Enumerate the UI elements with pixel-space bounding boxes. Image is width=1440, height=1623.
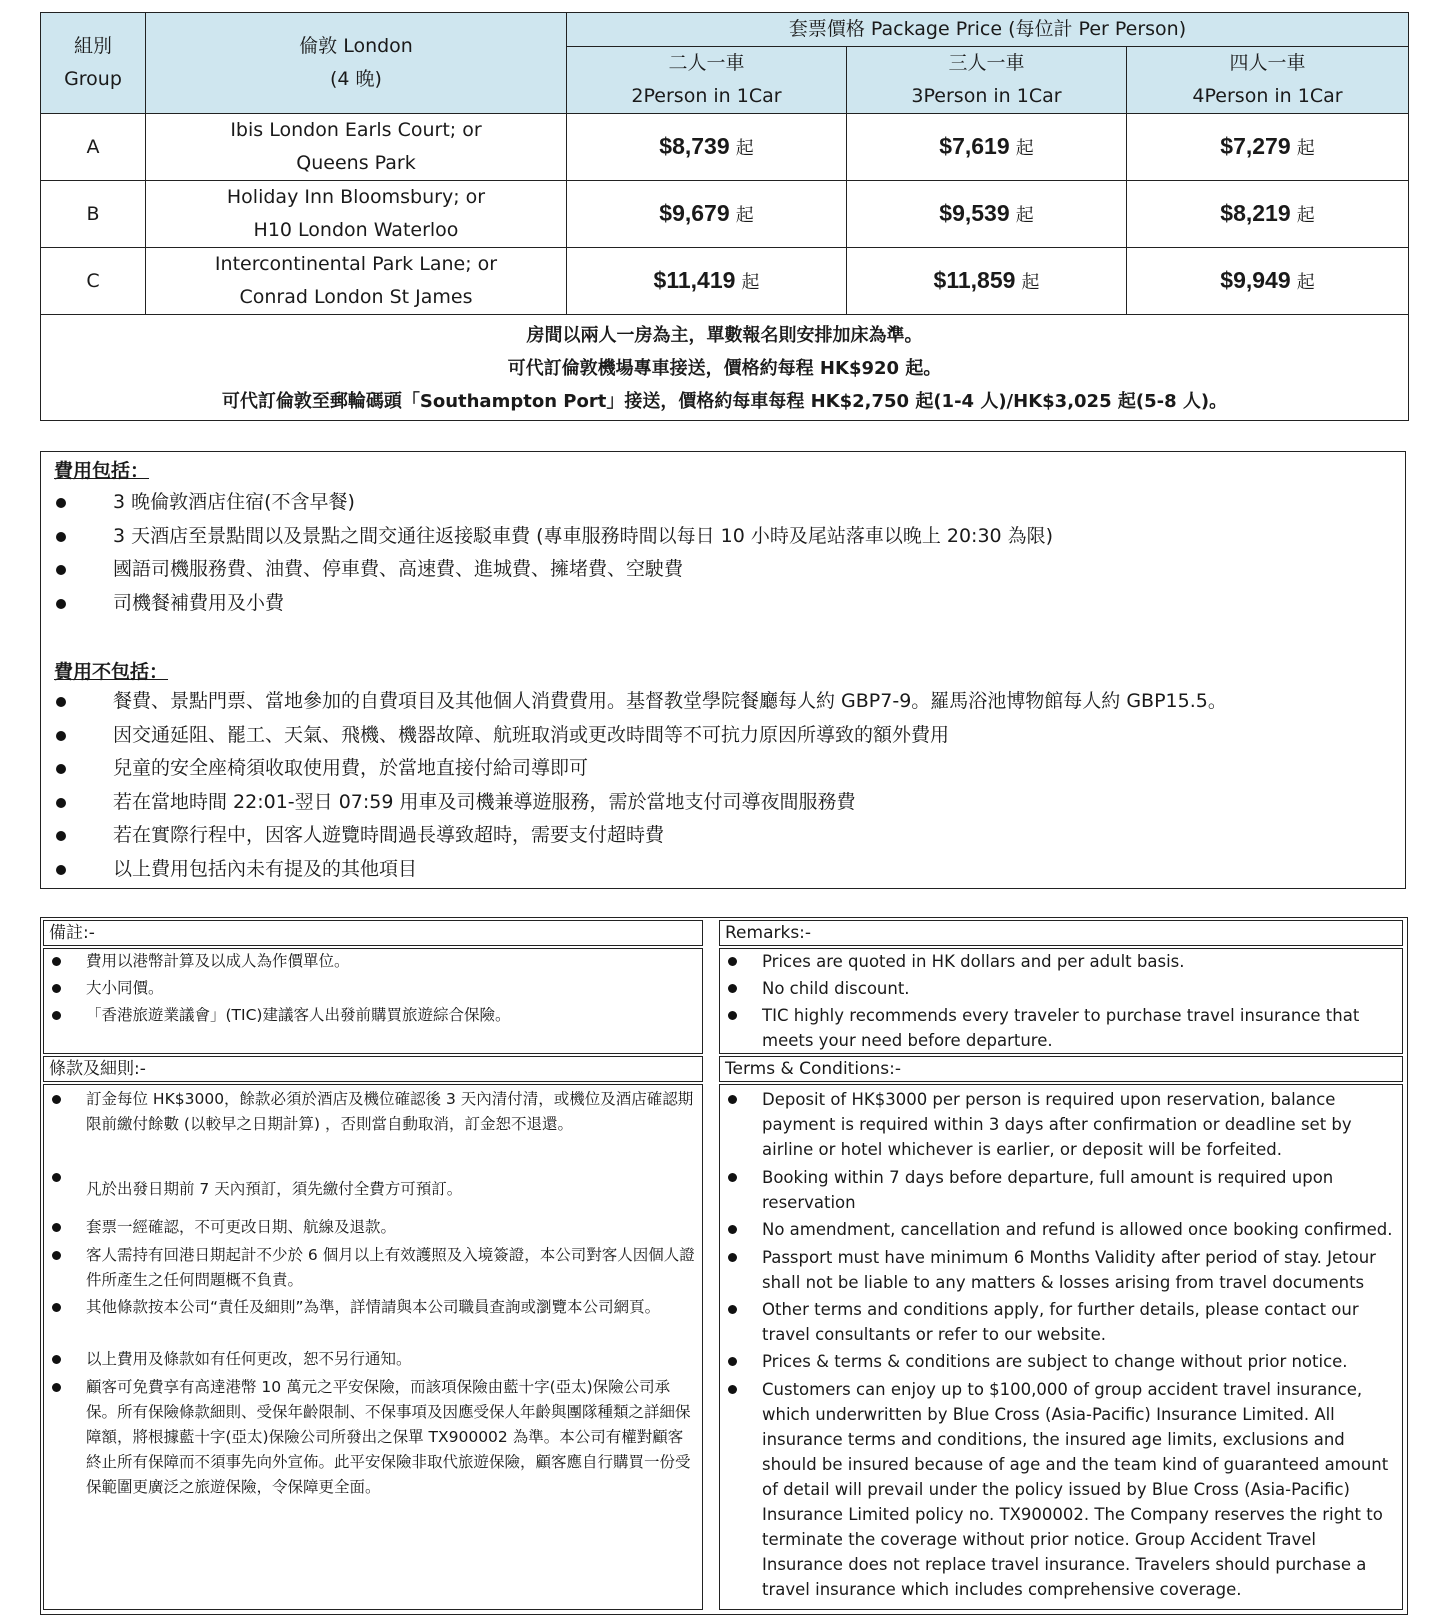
- list-item-text: 3 晚倫敦酒店住宿(不含早餐): [113, 491, 355, 513]
- table-row: [41, 181, 1409, 248]
- list-item: [41, 520, 1053, 554]
- price-suffix: 起: [1021, 271, 1040, 293]
- bullet-icon: [52, 1173, 61, 1182]
- list-item-text: Other terms and conditions apply, for further details, please contact our travel consultants or refer to our website.: [762, 1300, 1359, 1344]
- hotel-cell: [146, 114, 567, 181]
- terms-en-header: [719, 1056, 1403, 1082]
- group-header-cell: [41, 13, 146, 114]
- bullet-icon: [728, 1095, 737, 1104]
- bullet-icon: [56, 831, 66, 841]
- bullet-icon: [728, 1357, 737, 1366]
- bullet-icon: [728, 957, 737, 966]
- terms-zh-header: [43, 1056, 703, 1082]
- bullet-icon: [56, 798, 66, 808]
- exclusions-title: 費用不包括：: [54, 661, 169, 683]
- list-item-text: 客人需持有回港日期起計不少於 6 個月以上有效護照及入境簽證，本公司對客人因個人證件所產生之任何問題概不負責。: [86, 1246, 695, 1289]
- nights-label: (4 晚): [330, 68, 382, 90]
- group-header-zh: 組別: [73, 35, 112, 57]
- table-row: [41, 248, 1409, 315]
- list-item-text: 國語司機服務費、油費、停車費、高速費、進城費、擁堵費、空駛費: [113, 558, 684, 580]
- price-cell: [847, 114, 1127, 181]
- list-item: [41, 553, 1053, 587]
- list-item-text: 以上費用包括內未有提及的其他項目: [113, 857, 418, 880]
- note-line: 房間以兩人一房為主，單數報名則安排加床為準。: [526, 325, 923, 346]
- city-header: 倫敦 London: [299, 35, 413, 57]
- remarks-zh-panel: [43, 948, 703, 1054]
- exclusions-list: [41, 685, 1227, 886]
- hotel-name: Queens Park: [296, 152, 416, 174]
- hotel-cell: [146, 181, 567, 248]
- inclusions-list: [41, 486, 1053, 620]
- list-item: [41, 786, 1227, 820]
- list-item-text: 若在實際行程中，因客人遊覽時間過長導致超時，需要支付超時費: [113, 824, 665, 846]
- price-suffix: 起: [735, 137, 754, 159]
- bullet-icon: [52, 1095, 61, 1104]
- bullet-icon: [52, 957, 61, 966]
- remarks-zh-title: 備註:-: [49, 923, 95, 943]
- price-value: $9,539: [939, 199, 1010, 226]
- price-cell: [567, 181, 847, 248]
- note-line: 可代訂倫敦機場專車接送，價格約每程 HK$920 起。: [507, 358, 942, 379]
- list-item-text: 司機餐補費用及小費: [113, 591, 285, 614]
- group-label: B: [41, 181, 146, 248]
- group-label: C: [41, 248, 146, 315]
- hotel-name: Intercontinental Park Lane; or: [214, 253, 498, 275]
- price-cell: [567, 114, 847, 181]
- hotel-name: Ibis London Earls Court; or: [230, 119, 482, 141]
- bullet-icon: [728, 984, 737, 993]
- list-item: [41, 853, 1227, 887]
- price-value: $8,739: [659, 132, 730, 159]
- terms-en-panel: [719, 1084, 1403, 1610]
- list-item-text: 兒童的安全座椅須收取使用費，於當地直接付給司導即可: [113, 757, 589, 779]
- list-item-text: Customers can enjoy up to $100,000 of group accident travel insurance, which underwritten by Blue Cross (Asia-Pacific) Insurance Limited. All insurance terms and conditions, the insured age limits, exclusions and should be insured because of age and the team kind of guaranteed amount of detail will prevail under the policy issued by Blue Cross (Asia-Pacific) Insurance Limited policy no. TX900002. The Company reserves the right to terminate the coverage without prior notice. Group Accident Travel Insurance does not replace travel insurance. Travelers should purchase a travel insurance which includes comprehensive coverage.: [762, 1380, 1389, 1599]
- bullet-icon: [56, 498, 66, 508]
- bullet-icon: [56, 565, 66, 575]
- price-cell: [847, 248, 1127, 315]
- car-option-4: [1127, 47, 1409, 114]
- bullet-icon: [52, 1223, 61, 1232]
- price-suffix: 起: [1296, 271, 1315, 293]
- list-item-text: 以上費用及條款如有任何更改，恕不另行通知。: [86, 1350, 412, 1368]
- list-item-text: 其他條款按本公司“責任及細則”為準，詳情請與本公司職員查詢或瀏覽本公司網頁。: [86, 1298, 661, 1316]
- list-item: [41, 819, 1227, 853]
- list-item: [41, 486, 1053, 520]
- table-row: [41, 114, 1409, 181]
- bullet-icon: [728, 1225, 737, 1234]
- price-suffix: 起: [735, 204, 754, 226]
- list-item-text: 訂金每位 HK$3000，餘款必須於酒店及機位確認後 3 天內清付清，或機位及酒店確認期限前繳付餘數 (以較早之日期計算) ，否則當自動取消，訂金恕不退還。: [86, 1090, 694, 1133]
- note-line: 可代訂倫敦至郵輪碼頭「Southampton Port」接送，價格約每車每程 HK$2,750 起(1-4 人)/HK$3,025 起(5-8 人)。: [221, 391, 1228, 412]
- bullet-icon: [52, 984, 61, 993]
- price-suffix: 起: [1015, 137, 1034, 159]
- price-suffix: 起: [741, 271, 760, 293]
- remarks-en-header: [719, 920, 1403, 946]
- list-item-text: 大小同價。: [86, 979, 164, 997]
- car-option-en: 4Person in 1Car: [1192, 85, 1343, 107]
- bullet-icon: [56, 599, 66, 609]
- inclusions-title: 費用包括：: [54, 460, 150, 482]
- list-item-text: Prices & terms & conditions are subject to change without prior notice.: [762, 1352, 1348, 1371]
- group-header-en: Group: [64, 68, 122, 90]
- price-value: $7,619: [939, 132, 1010, 159]
- bullet-icon: [728, 1305, 737, 1314]
- table-notes: [41, 315, 1409, 421]
- bullet-icon: [728, 1253, 737, 1262]
- price-value: $9,949: [1220, 266, 1291, 293]
- price-suffix: 起: [1015, 204, 1034, 226]
- fee-box: [40, 451, 1406, 889]
- terms-section: [40, 917, 1408, 1615]
- bullet-icon: [52, 1303, 61, 1312]
- list-item: [41, 587, 1053, 621]
- list-item-text: 若在當地時間 22:01-翌日 07:59 用車及司機兼導遊服務，需於當地支付司導夜間服務費: [113, 790, 856, 813]
- remarks-zh-header: [43, 920, 703, 946]
- list-item-text: 顧客可免費享有高達港幣 10 萬元之平安保險，而該項保險由藍十字(亞太)保險公司承保。所有保險條款細則、受保年齡限制、不保事項及因應受保人年齡與團隊種類之詳細保障額，將根據藍十字(亞太)保險公司所發出之保單 TX900002 為準。本公司有權對顧客終止所有保障而不須事先向外宣佈。此平安保險非取代旅遊保險，顧客應自行購買一份受保範圍更廣泛之旅遊保險，令保障更全面。: [86, 1378, 691, 1496]
- price-table: [40, 12, 1409, 421]
- list-item-text: 餐費、景點門票、當地參加的自費項目及其他個人消費費用。基督教堂學院餐廳每人約 GBP7-9。羅馬浴池博物館每人約 GBP15.5。: [113, 690, 1227, 712]
- group-label: A: [41, 114, 146, 181]
- list-item-text: Prices are quoted in HK dollars and per adult basis.: [762, 952, 1185, 971]
- bullet-icon: [728, 1385, 737, 1394]
- terms-zh-panel: [43, 1084, 703, 1610]
- hotel-name: Holiday Inn Bloomsbury; or: [226, 186, 486, 208]
- bullet-icon: [56, 865, 66, 875]
- price-value: $8,219: [1220, 199, 1291, 226]
- bullet-icon: [52, 1251, 61, 1260]
- bullet-icon: [728, 1011, 737, 1020]
- bullet-icon: [56, 697, 66, 707]
- list-item-text: Booking within 7 days before departure, full amount is required upon reservation: [762, 1168, 1334, 1212]
- price-value: $11,419: [653, 266, 736, 293]
- list-item: [41, 752, 1227, 786]
- list-item-text: No amendment, cancellation and refund is allowed once booking confirmed.: [762, 1220, 1393, 1239]
- list-item-text: 因交通延阻、罷工、天氣、飛機、機器故障、航班取消或更改時間等不可抗力原因所導致的額外費用: [113, 723, 950, 746]
- package-price-header: 套票價格 Package Price (每位計 Per Person): [567, 13, 1409, 47]
- price-value: $7,279: [1220, 132, 1291, 159]
- price-cell: [847, 181, 1127, 248]
- car-option-en: 3Person in 1Car: [911, 85, 1062, 107]
- list-item-text: TIC highly recommends every traveler to purchase travel insurance that meets your need before departure.: [762, 1006, 1360, 1050]
- car-option-en: 2Person in 1Car: [631, 85, 782, 107]
- price-value: $11,859: [933, 266, 1016, 293]
- list-item-text: 3 天酒店至景點間以及景點之間交通往返接駁車費 (專車服務時間以每日 10 小時及尾站落車以晚上 20:30 為限): [113, 524, 1054, 547]
- car-option-3: [847, 47, 1127, 114]
- car-option-zh: 二人一車: [668, 52, 745, 74]
- remarks-en-panel: [719, 948, 1403, 1054]
- list-item-text: 「香港旅遊業議會」(TIC)建議客人出發前購買旅遊綜合保險。: [86, 1006, 511, 1024]
- list-item-text: No child discount.: [762, 979, 910, 998]
- price-suffix: 起: [1296, 137, 1315, 159]
- price-value: $9,679: [659, 199, 730, 226]
- price-cell: [1127, 114, 1409, 181]
- list-item-text: 費用以港幣計算及以成人為作價單位。: [86, 952, 350, 970]
- price-suffix: 起: [1296, 204, 1315, 226]
- bullet-icon: [52, 1383, 61, 1392]
- notes-row: [41, 315, 1409, 421]
- bullet-icon: [52, 1011, 61, 1020]
- list-item-text: 套票一經確認，不可更改日期、航線及退款。: [86, 1218, 397, 1236]
- list-item-text: Deposit of HK$3000 per person is required upon reservation, balance payment is required within 3 days after confirmation or deadline set by airline or hotel whichever is earlier, or deposit will be forfeited.: [762, 1090, 1352, 1159]
- hotel-name: Conrad London St James: [239, 286, 473, 308]
- list-item-text: Passport must have minimum 6 Months Validity after period of stay. Jetour shall not be liable to any matters & losses arising from travel documents: [762, 1248, 1376, 1292]
- terms-zh-title: 條款及細則:-: [49, 1059, 146, 1079]
- price-cell: [567, 248, 847, 315]
- list-item-text: 凡於出發日期前 7 天內預訂，須先繳付全費方可預訂。: [86, 1180, 463, 1198]
- terms-en-title: Terms & Conditions:-: [725, 1059, 901, 1079]
- price-cell: [1127, 181, 1409, 248]
- bullet-icon: [56, 532, 66, 542]
- bullet-icon: [56, 764, 66, 774]
- bullet-icon: [56, 731, 66, 741]
- hotel-name: H10 London Waterloo: [253, 219, 459, 241]
- bullet-icon: [728, 1173, 737, 1182]
- city-header-cell: [146, 13, 567, 114]
- bullet-icon: [52, 1355, 61, 1364]
- list-item: [41, 685, 1227, 719]
- car-option-zh: 三人一車: [948, 52, 1025, 74]
- hotel-cell: [146, 248, 567, 315]
- car-option-2: [567, 47, 847, 114]
- remarks-en-title: Remarks:-: [725, 923, 812, 943]
- price-cell: [1127, 248, 1409, 315]
- car-option-zh: 四人一車: [1229, 52, 1306, 74]
- list-item: [41, 719, 1227, 753]
